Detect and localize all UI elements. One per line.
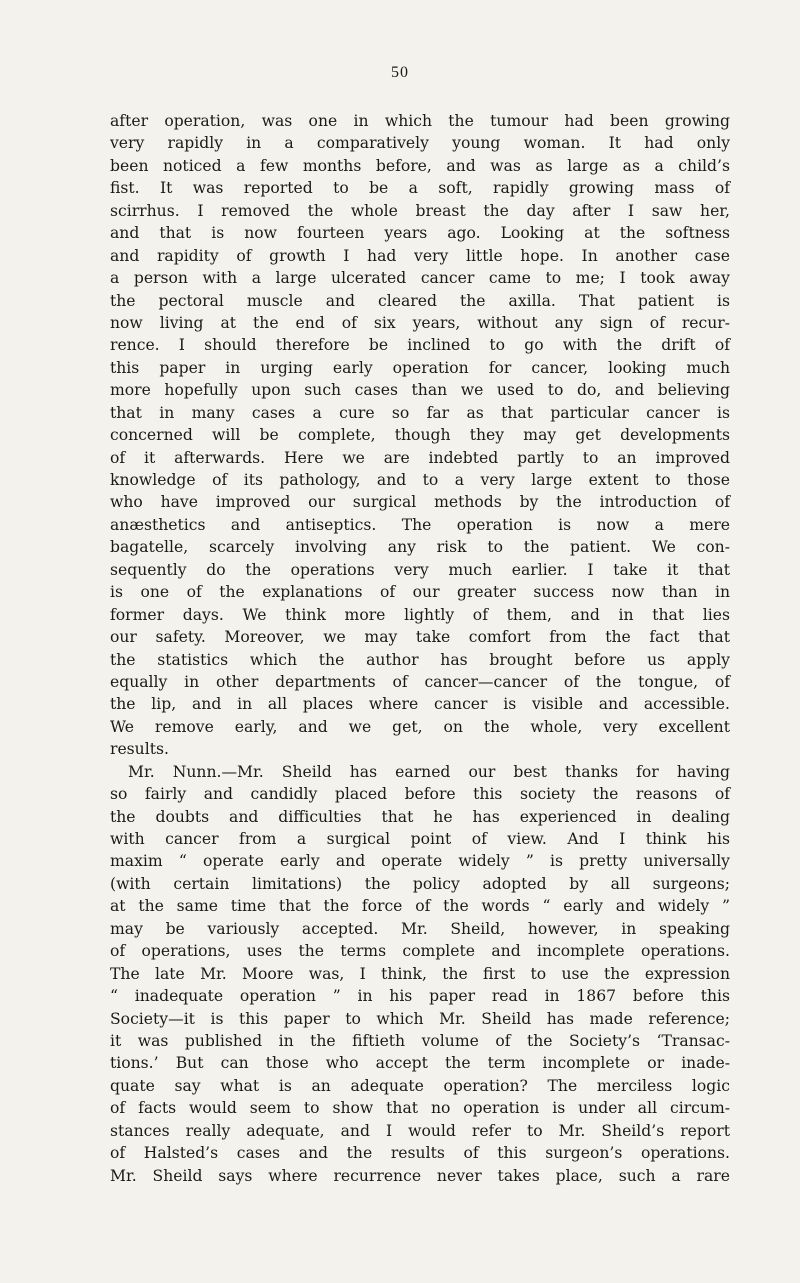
text-line: scirrhus. I removed the whole breast the day after I saw her,	[110, 201, 730, 220]
text-line: the pectoral muscle and cleared the axilla. That patient is	[110, 291, 730, 310]
text-line: very rapidly in a comparatively young woman. It had only	[110, 134, 730, 153]
text-line: quate say what is an adequate operation? The merciless logic	[110, 1076, 730, 1095]
text-line: this paper in urging early operation for cancer, looking much	[110, 358, 730, 377]
body-text	[110, 110, 730, 1187]
text-line: more hopefully upon such cases than we used to do, and believing	[110, 381, 730, 400]
text-line: it was published in the fiftieth volume of the Society’s ‘Transac-	[110, 1031, 730, 1050]
text-line: Society—it is this paper to which Mr. Sheild has made reference;	[110, 1009, 730, 1028]
text-line: so fairly and candidly placed before this society the reasons of	[110, 785, 730, 804]
text-line: and that is now fourteen years ago. Looking at the softness	[110, 224, 730, 243]
text-line: maxim “ operate early and operate widely ” is pretty universally	[110, 852, 730, 871]
text-line: of operations, uses the terms complete and incomplete operations.	[110, 942, 730, 961]
text-line: at the same time that the force of the words “ early and widely ”	[110, 897, 730, 916]
text-line: “ inadequate operation ” in his paper read in 1867 before this	[110, 987, 730, 1006]
text-line: who have improved our surgical methods by the introduction of	[110, 493, 730, 512]
text-line: our safety. Moreover, we may take comfort from the fact that	[110, 628, 730, 647]
text-line: of facts would seem to show that no operation is under all circum-	[110, 1099, 730, 1118]
text-line: after operation, was one in which the tumour had been growing	[110, 112, 730, 130]
text-line: (with certain limitations) the policy adopted by all surgeons;	[110, 874, 730, 893]
text-line: rence. I should therefore be inclined to go with the drift of	[110, 336, 730, 355]
text-line: that in many cases a cure so far as that particular cancer is	[110, 403, 730, 422]
text-line: of it afterwards. Here we are indebted partly to an improved	[110, 448, 730, 467]
page-number: 50	[391, 64, 409, 81]
text-line: equally in other departments of cancer—cancer of the tongue, of	[110, 672, 730, 691]
text-line: and rapidity of growth I had very little hope. In another case	[110, 246, 730, 265]
text-line: former days. We think more lightly of them, and in that lies	[110, 605, 730, 624]
text-line: with cancer from a surgical point of view. And I think his	[110, 830, 730, 848]
text-line: Mr. Nunn.—Mr. Sheild has earned our best thanks for having	[128, 762, 730, 781]
text-line: concerned will be complete, though they may get developments	[110, 426, 730, 445]
text-line: been noticed a few months before, and was as large as a child’s	[110, 156, 730, 175]
text-line: knowledge of its pathology, and to a very large extent to those	[110, 471, 730, 489]
text-line: The late Mr. Moore was, I think, the first to use the expression	[110, 964, 730, 983]
text-line: may be variously accepted. Mr. Sheild, however, in speaking	[110, 919, 730, 938]
text-line: stances really adequate, and I would refer to Mr. Sheild’s report	[110, 1121, 730, 1140]
text-line: a person with a large ulcerated cancer came to me; I took away	[110, 269, 730, 288]
text-line: now living at the end of six years, without any sign of recur-	[110, 313, 730, 332]
text-line: sequently do the operations very much earlier. I take it that	[110, 560, 730, 579]
text-line: the lip, and in all places where cancer is visible and accessible.	[110, 695, 730, 714]
text-line: the statistics which the author has brought before us apply	[110, 650, 730, 669]
text-line: bagatelle, scarcely involving any risk to the patient. We con-	[110, 538, 730, 557]
text-line: anæsthetics and antiseptics. The operation is now a mere	[110, 515, 730, 534]
text-line: fist. It was reported to be a soft, rapidly growing mass of	[110, 179, 730, 198]
text-line: We remove early, and we get, on the whole, very excellent	[110, 717, 730, 736]
text-line: of Halsted’s cases and the results of this surgeon’s operations.	[110, 1144, 730, 1163]
text-line: results.	[110, 740, 169, 759]
text-line: tions.’ But can those who accept the term incomplete or inade-	[110, 1054, 730, 1073]
text-line: Mr. Sheild says where recurrence never takes place, such a rare	[110, 1166, 730, 1185]
text-line: is one of the explanations of our greater success now than in	[110, 583, 730, 602]
text-line: the doubts and difficulties that he has experienced in dealing	[110, 807, 730, 826]
